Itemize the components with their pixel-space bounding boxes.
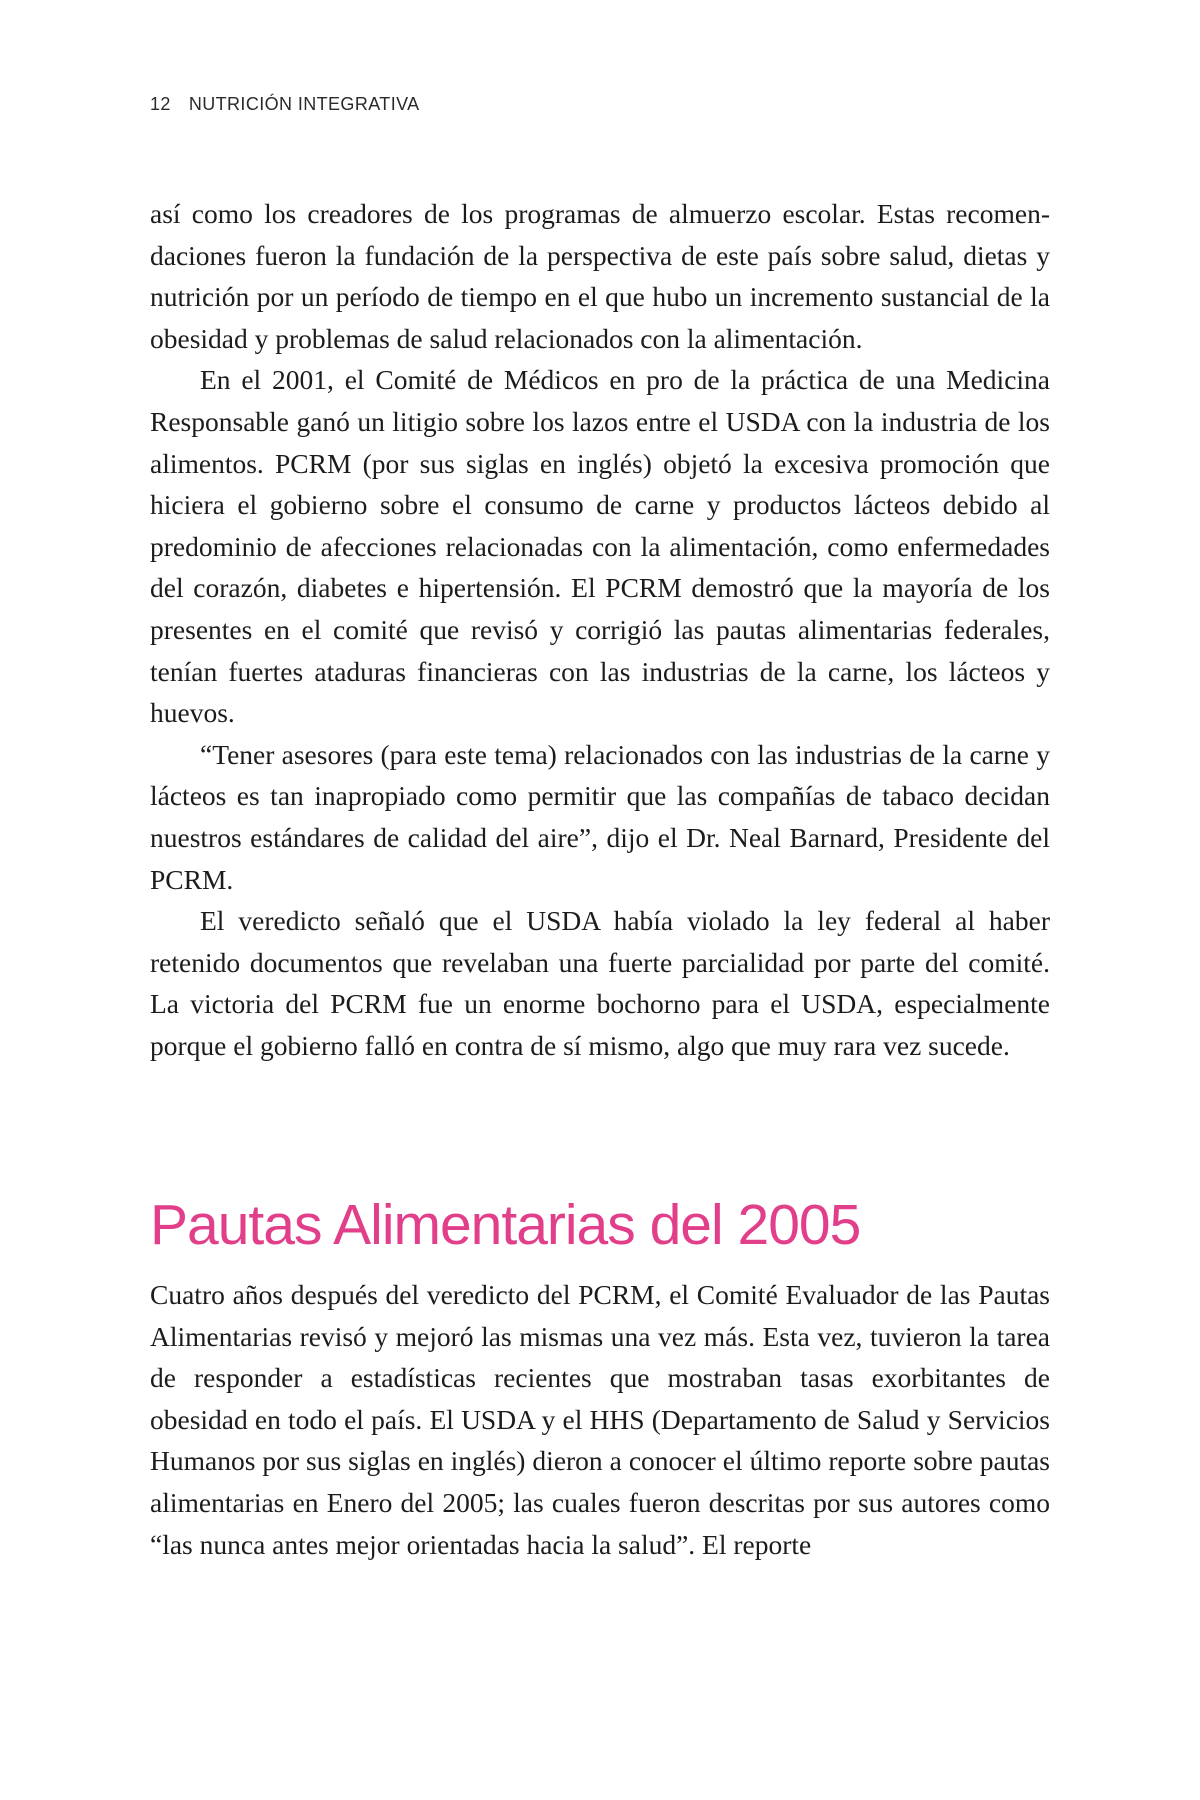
paragraph: “Tener asesores (para este tema) relacionados con las industrias de la carne y lácteos es tan inapropiado como permitir que las compañías de tabaco decidan nuestros estándares de calidad del aire”, dijo el Dr. Neal Barnard, Presidente del PCRM. (150, 738, 1050, 895)
body-text (150, 193, 1050, 1066)
paragraph: En el 2001, el Comité de Médicos en pro de la práctica de una Medicina Responsable ganó un litigio sobre los lazos entre el USDA con la industria de los alimentos. PCRM (por sus siglas en inglés) objetó la excesiva promoción que hiciera el gobierno sobre el consumo de carne y productos lácteos debido al predominio de afecciones relacionadas con la alimentación, como enfermedades del corazón, diabetes e hipertensión. El PCRM demostró que la mayoría de los presentes en el comité que revisó y corrigió las pautas alimentarias federales, tenían fuertes ataduras financieras con las industrias de la carne, los lácteos y huevos. (150, 364, 1050, 729)
section-body-text (150, 1274, 1050, 1565)
paragraph: Cuatro años después del veredicto del PCRM, el Comité Evaluador de las Pautas Alimentarias revisó y mejoró las mismas una vez más. Esta vez, tuvieron la tarea de responder a estadísticas recientes que mostraban tasas exorbitantes de obesidad en todo el país. El USDA y el HHS (Departamento de Salud y Servicios Humanos por sus siglas en inglés) dieron a conocer el último reporte sobre pautas alimentarias en Enero del 2005; las cuales fueron descritas por sus autores como “las nunca antes mejor orientadas hacia la salud”. El reporte (150, 1279, 1050, 1560)
paragraph: El veredicto señaló que el USDA había violado la ley federal al haber retenido documentos que revelaban una fuerte parcialidad por parte del comité. La victoria del PCRM fue un enorme bochorno para el USDA, especialmente porque el gobierno falló en contra de sí mismo, algo que muy rara vez sucede. (150, 905, 1050, 1061)
running-header (150, 94, 420, 115)
paragraph: así como los creadores de los programas de almuerzo escolar. Estas recomendaciones fueron la fundación de la perspectiva de este país sobre salud, dietas y nutrición por un período de tiempo en el que hubo un incremento sustancial de la obesidad y problemas de salud relacionados con la alimentación. (150, 198, 1050, 354)
section-heading: Pautas Alimentarias del 2005 (150, 1193, 861, 1257)
page-number: 12 (150, 94, 171, 114)
book-title: NUTRICIÓN INTEGRATIVA (188, 94, 420, 114)
